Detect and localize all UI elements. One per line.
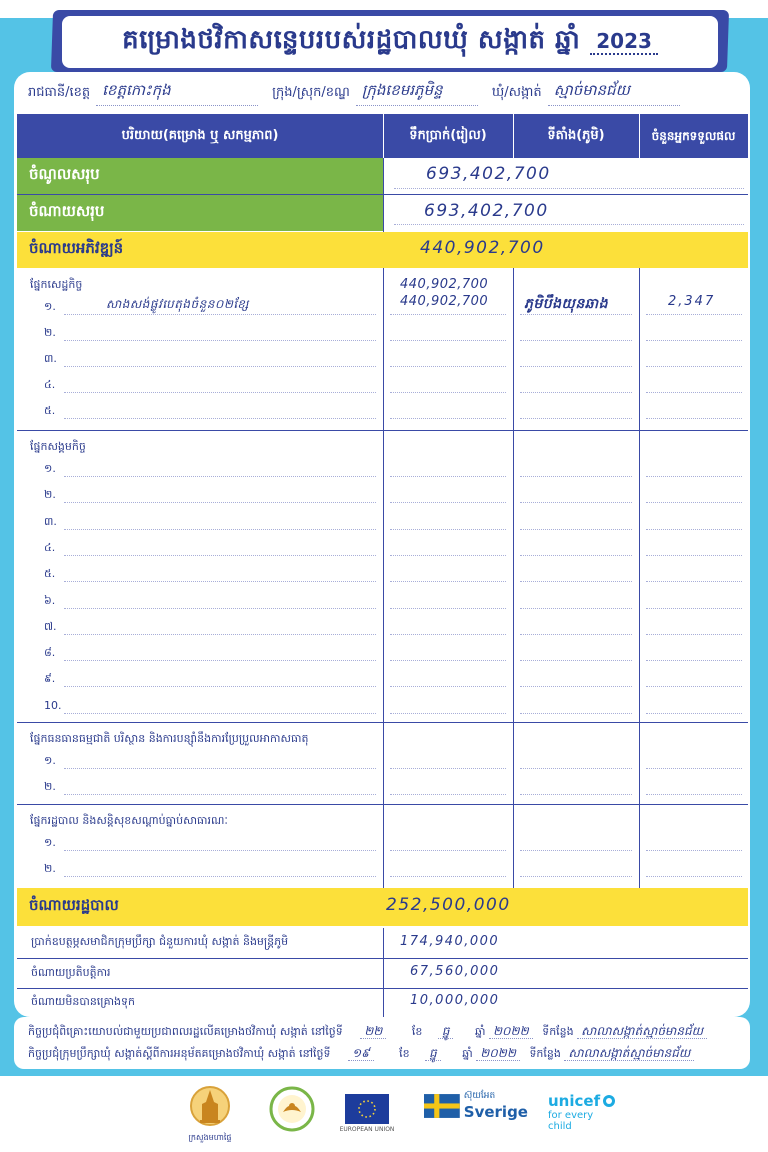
approval-year: ២០២២ xyxy=(476,1046,520,1061)
divider xyxy=(646,529,742,530)
approval-line xyxy=(28,1045,694,1063)
unicef-tagline: for every child xyxy=(548,1110,594,1132)
divider xyxy=(390,876,506,877)
divider xyxy=(390,314,506,315)
divider xyxy=(520,713,632,714)
divider xyxy=(64,794,376,795)
divider xyxy=(390,555,506,556)
column-line xyxy=(383,158,384,232)
ministry-caption: ក្រសួងមហាផ្ទៃ xyxy=(188,1133,232,1142)
total-expense-row xyxy=(17,195,383,231)
header-description: បរិយាយ(គម្រោង ឬ សកម្មភាព) xyxy=(17,114,384,158)
admin-subrow-value: 174,940,000 xyxy=(400,934,500,949)
divider xyxy=(646,660,742,661)
european-union-logo xyxy=(339,1094,395,1133)
divider xyxy=(520,366,632,367)
consultation-text: កិច្ចប្រជុំពិគ្រោះយោបល់ជាមួយប្រជាពលរដ្ឋលើគម្រោងថវិកាឃុំ សង្កាត់ នៅថ្ងៃទី xyxy=(28,1025,343,1038)
divider xyxy=(64,366,376,367)
economic-item-number: ២. xyxy=(44,326,56,339)
page-title: គម្រោងថវិកាសន្ទេបរបស់រដ្ឋបាលឃុំ សង្កាត់ ឆ្នាំ xyxy=(122,25,581,55)
divider xyxy=(64,314,376,315)
social-item-number: ៩. xyxy=(44,672,56,686)
divider xyxy=(390,686,506,687)
divider xyxy=(646,366,742,367)
divider xyxy=(390,529,506,530)
total-revenue-row xyxy=(17,158,383,194)
divider xyxy=(646,634,742,635)
economic-item-beneficiaries: 2,347 xyxy=(668,294,716,309)
development-expense-label: ចំណាយអភិវឌ្ឍន៍ xyxy=(29,239,124,257)
eu-flag-icon xyxy=(345,1094,389,1124)
divider xyxy=(394,224,744,225)
divider xyxy=(64,876,376,877)
commune-value: ស្មាច់មានជ័យ xyxy=(548,81,680,106)
consultation-day: ២២ xyxy=(360,1024,386,1039)
province-label: រាជធានី/ខេត្ត xyxy=(28,84,91,100)
meeting-info xyxy=(14,1017,750,1069)
admin-subrow-label: ចំណាយប្រតិបត្តិការ xyxy=(31,966,111,979)
divider xyxy=(390,713,506,714)
social-item-number: ១. xyxy=(44,462,56,475)
divider xyxy=(520,529,632,530)
admin-expense-value: 252,500,000 xyxy=(386,895,511,915)
column-line xyxy=(383,268,384,888)
admin-subrow-label: ប្រាក់ឧបត្ថម្ភសមាជិកក្រុមប្រឹក្សា ជំនួយការឃុំ សង្កាត់ និងមន្ត្រីភូមិ xyxy=(31,935,289,948)
divider xyxy=(646,686,742,687)
economic-subtotal: 440,902,700 xyxy=(400,277,489,292)
divider xyxy=(520,392,632,393)
province-value: ខេត្តកោះកុង xyxy=(96,81,258,106)
development-expense-row xyxy=(17,232,748,268)
ncdd-logo xyxy=(266,1086,318,1132)
social-item-number: ៧. xyxy=(44,619,57,633)
unicef-name: unicef xyxy=(548,1092,601,1110)
partner-logos xyxy=(0,1078,768,1152)
admin-subrow xyxy=(17,959,748,989)
divider xyxy=(64,476,376,477)
environment-item-number: ១. xyxy=(44,754,56,767)
divider xyxy=(390,502,506,503)
divider xyxy=(64,418,376,419)
divider xyxy=(646,713,742,714)
header-beneficiaries: ចំនួនអ្នកទទួលផល xyxy=(651,129,736,143)
administration-item-number: ១. xyxy=(44,836,56,849)
admin-subrow-label: ចំណាយមិនបានគ្រោងទុក xyxy=(31,995,135,1008)
divider xyxy=(64,686,376,687)
place-label: ទីកន្លែង xyxy=(542,1025,574,1038)
divider xyxy=(390,392,506,393)
divider xyxy=(646,850,742,851)
divider xyxy=(64,850,376,851)
divider xyxy=(646,608,742,609)
location-row xyxy=(14,72,750,114)
divider xyxy=(646,502,742,503)
approval-text: កិច្ចប្រជុំក្រុមប្រឹក្សាឃុំ សង្កាត់ស្តីពីការអនុម័តគម្រោងថវិកាឃុំ សង្កាត់ នៅថ្ងៃទី xyxy=(28,1047,331,1060)
divider xyxy=(390,340,506,341)
divider xyxy=(17,430,748,431)
administration-section-title: ផ្នែករដ្ឋបាល និងសន្តិសុខសណ្តាប់ធ្នាប់សាធារណៈ xyxy=(30,814,228,827)
budget-year: 2023 xyxy=(590,29,658,55)
divider xyxy=(64,340,376,341)
social-item-number: ៥. xyxy=(44,567,56,581)
header-location: ទីតាំង(ភូមិ) xyxy=(513,114,640,158)
header-amount: ទឹកប្រាក់(រៀល) xyxy=(383,114,514,158)
economic-item-amount: 440,902,700 xyxy=(400,294,489,309)
administration-item-number: ២. xyxy=(44,862,56,875)
divider xyxy=(520,794,632,795)
title-banner xyxy=(62,16,718,68)
admin-expense-row xyxy=(17,888,748,926)
divider xyxy=(520,660,632,661)
total-revenue-label: ចំណូលសរុប xyxy=(29,165,100,183)
divider xyxy=(646,581,742,582)
divider xyxy=(520,314,632,315)
divider xyxy=(520,634,632,635)
consultation-month: ធ្នូ xyxy=(438,1024,454,1039)
environment-section-title: ផ្នែកធនធានធម្មជាតិ បរិស្ថាន និងការបន្ស៊ាំនឹងការប្រែប្រួលអាកាសធាតុ xyxy=(30,732,309,745)
district-label: ក្រុង/ស្រុក/ខណ្ឌ xyxy=(272,84,350,100)
unicef-globe-icon xyxy=(602,1094,616,1108)
sweden-logo xyxy=(424,1090,528,1121)
admin-subrow-value: 10,000,000 xyxy=(410,993,500,1008)
divider xyxy=(64,768,376,769)
economic-item-number: ៥. xyxy=(44,404,56,417)
eu-caption: EUROPEAN UNION xyxy=(339,1126,395,1133)
divider xyxy=(646,314,742,315)
divider xyxy=(520,502,632,503)
divider xyxy=(520,608,632,609)
economic-section-title: ផ្នែកសេដ្ឋកិច្ច xyxy=(30,278,83,291)
divider xyxy=(646,794,742,795)
admin-expense-label: ចំណាយរដ្ឋបាល xyxy=(29,896,119,914)
divider xyxy=(646,392,742,393)
economic-item-number: ៤. xyxy=(44,378,56,391)
divider xyxy=(520,768,632,769)
economic-item-number: ១. xyxy=(44,300,56,313)
sweden-flag-icon xyxy=(424,1092,460,1120)
divider xyxy=(646,555,742,556)
budget-card xyxy=(14,72,750,1017)
divider xyxy=(64,581,376,582)
divider xyxy=(390,634,506,635)
bird-emblem-icon xyxy=(269,1086,315,1132)
economic-item-location: ភូមិបឹងយុនឆាង xyxy=(524,296,608,312)
divider xyxy=(646,476,742,477)
social-item-number: ៦. xyxy=(44,593,56,607)
divider xyxy=(390,768,506,769)
admin-subrow-value: 67,560,000 xyxy=(410,964,500,979)
sweden-name: Sverige xyxy=(463,1103,528,1121)
divider xyxy=(390,366,506,367)
divider xyxy=(520,876,632,877)
divider xyxy=(520,340,632,341)
divider xyxy=(646,876,742,877)
divider xyxy=(390,476,506,477)
total-expense-label: ចំណាយសរុប xyxy=(29,202,105,220)
divider xyxy=(390,660,506,661)
economic-item-description: សាងសង់ផ្លូវបេតុងចំនួន០២ខ្សែ xyxy=(106,297,249,311)
admin-subrow xyxy=(17,989,748,1017)
environment-item-number: ២. xyxy=(44,780,56,793)
divider xyxy=(64,502,376,503)
divider xyxy=(390,581,506,582)
divider xyxy=(64,529,376,530)
divider xyxy=(64,555,376,556)
divider xyxy=(64,608,376,609)
divider xyxy=(390,608,506,609)
social-item-number: ៨. xyxy=(44,646,56,660)
district-value: ក្រុងខេមរភូមិន្ទ xyxy=(356,81,478,106)
divider xyxy=(520,581,632,582)
ministry-of-interior-logo xyxy=(180,1084,240,1144)
divider xyxy=(646,418,742,419)
table-header xyxy=(17,114,748,158)
month-label: ខែ xyxy=(399,1047,410,1060)
divider xyxy=(520,686,632,687)
social-item-number: ៤. xyxy=(44,540,56,554)
divider xyxy=(17,722,748,723)
total-expense-value: 693,402,700 xyxy=(424,201,549,221)
divider xyxy=(64,660,376,661)
divider xyxy=(64,392,376,393)
approval-place: សាលាសង្កាត់ស្មាច់មានជ័យ xyxy=(564,1046,694,1061)
divider xyxy=(64,634,376,635)
social-item-number: 10. xyxy=(44,698,62,712)
divider xyxy=(520,555,632,556)
development-expense-value: 440,902,700 xyxy=(420,238,545,258)
year-label: ឆ្នាំ xyxy=(474,1025,486,1038)
sweden-khmer-label: ស៊ុយអែត xyxy=(463,1091,496,1101)
commune-label: ឃុំ/សង្កាត់ xyxy=(491,84,542,100)
divider xyxy=(520,850,632,851)
social-item-number: ៣. xyxy=(44,514,57,528)
divider xyxy=(64,713,376,714)
month-label: ខែ xyxy=(411,1025,423,1038)
economic-item-number: ៣. xyxy=(44,352,57,365)
divider xyxy=(390,850,506,851)
social-section-title: ផ្នែកសង្គមកិច្ច xyxy=(30,440,86,453)
column-line xyxy=(639,268,640,888)
divider xyxy=(646,340,742,341)
consultation-place: សាលាសង្កាត់ស្មាច់មានជ័យ xyxy=(577,1024,707,1039)
approval-month: ធ្នូ xyxy=(425,1046,441,1061)
divider xyxy=(646,768,742,769)
consultation-line xyxy=(28,1023,707,1041)
unicef-logo xyxy=(548,1092,620,1132)
divider xyxy=(390,794,506,795)
social-item-number: ២. xyxy=(44,488,56,502)
divider xyxy=(394,188,744,189)
divider xyxy=(390,418,506,419)
divider xyxy=(520,418,632,419)
approval-day: ១៩ xyxy=(348,1046,374,1061)
temple-emblem-icon xyxy=(190,1084,230,1130)
place-label: ទីកន្លែង xyxy=(529,1047,561,1060)
year-label: ឆ្នាំ xyxy=(462,1047,473,1060)
total-revenue-value: 693,402,700 xyxy=(426,164,551,184)
column-line xyxy=(513,268,514,888)
divider xyxy=(520,476,632,477)
divider xyxy=(17,804,748,805)
consultation-year: ២០២២ xyxy=(489,1024,533,1039)
